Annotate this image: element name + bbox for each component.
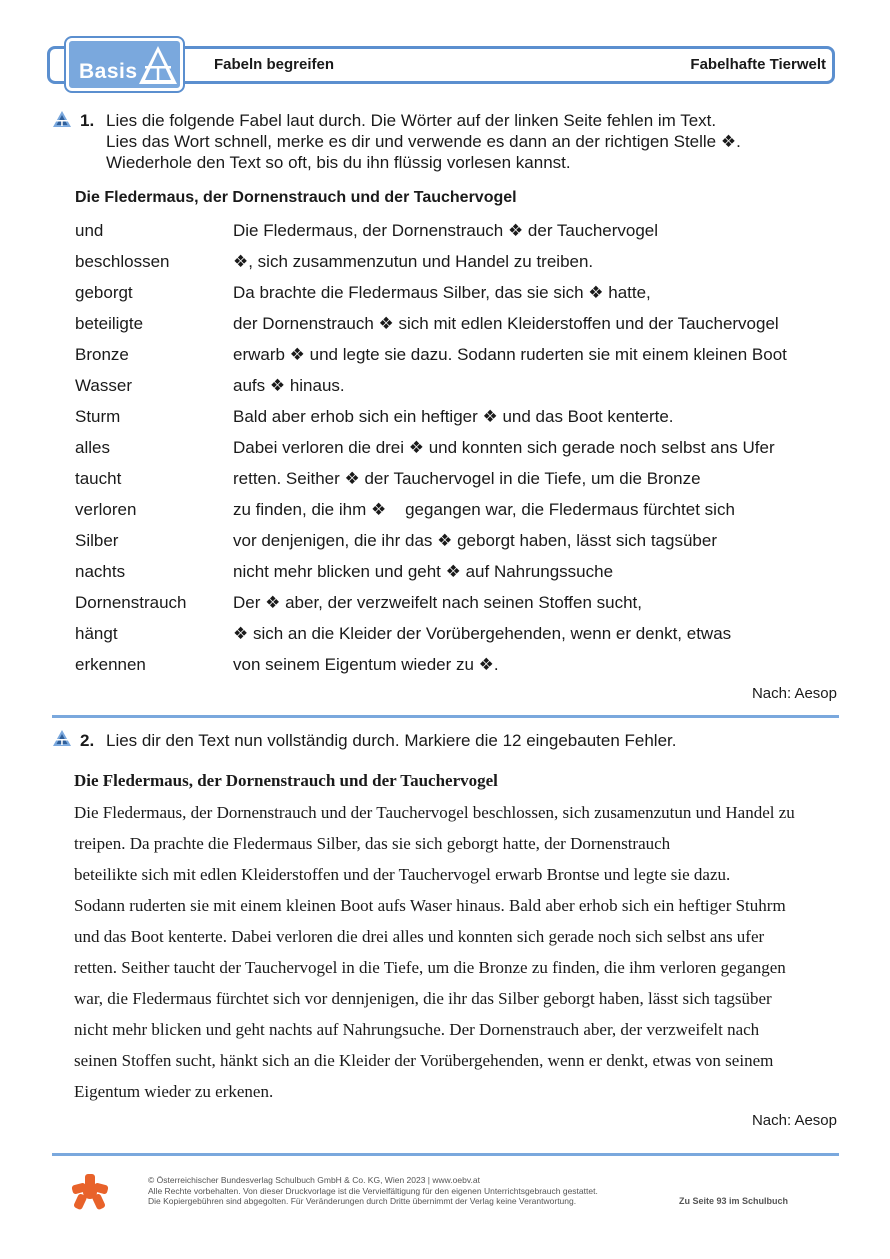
table-row (75, 561, 835, 592)
error-text-line: beteilikte sich mit edlen Kleiderstoffen und der Tauchervogel erwarb Brontse und legte sie dazu. (74, 865, 731, 884)
schoolbook-page-reference: Zu Seite 93 im Schulbuch (678, 1196, 788, 1206)
fable-line: Die Fledermaus, der Dornenstrauch ❖ der Tauchervogel (233, 221, 659, 240)
copyright-line: Alle Rechte vorbehalten. Von dieser Druckvorlage ist die Vervielfältigung für den eigenen Unterrichtsgebrauch gestattet. (148, 1185, 598, 1196)
fable-line: retten. Seither ❖ der Tauchervogel in die Tiefe, um die Bronze (233, 469, 701, 488)
table-row (75, 375, 835, 406)
triangle-level-icon (137, 44, 179, 86)
missing-word: verloren (75, 500, 137, 519)
error-text-line: war, die Fledermaus fürchtet sich vor dennjenigen, die ihr das Silber geborgt haben, lässt sich tagsüber (74, 989, 772, 1008)
error-text-line: Die Fledermaus, der Dornenstrauch und der Tauchervogel beschlossen, sich zusamenzutun und Handel zu (74, 803, 795, 822)
missing-word: geborgt (75, 283, 133, 302)
task-1-line: Lies die folgende Fabel laut durch. Die Wörter auf der linken Seite fehlen im Text. (106, 111, 717, 130)
basis-badge (66, 38, 183, 91)
missing-word: beteiligte (75, 314, 144, 333)
fable-line: erwarb ❖ und legte sie dazu. Sodann ruderten sie mit einem kleinen Boot (233, 345, 787, 364)
error-text-title: Die Fledermaus, der Dornenstrauch und der Tauchervogel (74, 771, 498, 790)
table-row (75, 592, 835, 623)
fable-line: ❖ sich an die Kleider der Vorübergehenden, wenn er denkt, etwas (233, 624, 732, 643)
error-text-line: Sodann ruderten sie mit einem kleinen Boot aufs Waser hinaus. Bald aber erhob sich ein heftiger Stuhrm (74, 896, 786, 915)
fable-line: Der ❖ aber, der verzweifelt nach seinen Stoffen sucht, (233, 593, 642, 612)
fable-line: der Dornenstrauch ❖ sich mit edlen Kleiderstoffen und der Tauchervogel (233, 314, 779, 333)
error-text-line: treipen. Da prachte die Fledermaus Silber, das sie sich geborgt hatte, der Dornenstrauch (74, 834, 671, 853)
fable-line: vor denjenigen, die ihr das ❖ geborgt haben, lässt sich tagsüber (233, 531, 717, 550)
task-1-line: Lies das Wort schnell, merke es dir und verwende es dann an der richtigen Stelle ❖. (106, 132, 741, 151)
missing-word: Silber (75, 531, 119, 550)
fable-line: ❖, sich zusammenzutun und Handel zu treiben. (233, 252, 594, 271)
copyright-line: © Österreichischer Bundesverlag Schulbuch GmbH & Co. KG, Wien 2023 | www.oebv.at (148, 1175, 480, 1185)
missing-word: hängt (75, 624, 118, 643)
fable-line: Da brachte die Fledermaus Silber, das sie sich ❖ hatte, (233, 283, 651, 302)
missing-word: Sturm (75, 407, 121, 426)
fable-line: Bald aber erhob sich ein heftiger ❖ und das Boot kenterte. (233, 407, 674, 426)
source-credit-2: Nach: Aesop (751, 1112, 837, 1129)
table-row (75, 623, 835, 654)
missing-word: und (75, 221, 104, 240)
section-divider (52, 715, 839, 718)
fable-line: aufs ❖ hinaus. (233, 376, 345, 395)
copyright-line: Die Kopiergebühren sind abgegolten. Für Veränderungen durch Dritte übernimmt der Verlag keine Verantwortung. (148, 1196, 577, 1206)
error-text (74, 801, 795, 1111)
missing-word: alles (75, 438, 110, 457)
error-text-line: Eigentum wieder zu erkenen. (74, 1082, 274, 1101)
level-triangle-icon (52, 729, 72, 747)
error-text-line: nicht mehr blicken und geht nachts auf Nahrungsuche. Der Dornenstrauch aber, der verzweifelt nach (74, 1020, 760, 1039)
table-row (75, 437, 835, 468)
table-row (75, 406, 835, 437)
table-row (75, 654, 835, 685)
table-row (75, 251, 835, 282)
table-row (75, 530, 835, 561)
table-row (75, 282, 835, 313)
header-right-title: Fabelhafte Tierwelt (690, 56, 826, 73)
header-left-title: Fabeln begreifen (214, 56, 335, 73)
task-1-instruction (106, 110, 741, 173)
table-row (75, 499, 835, 530)
fable-line: von seinem Eigentum wieder zu ❖. (233, 655, 499, 674)
missing-word: erkennen (75, 655, 146, 674)
fable-line: zu finden, die ihm ❖ gegangen war, die Fledermaus fürchtet sich (233, 500, 735, 519)
level-triangle-icon (52, 110, 72, 128)
table-row (75, 220, 835, 251)
word-table (75, 220, 835, 685)
missing-word: taucht (75, 469, 122, 488)
badge-label: Basis (79, 60, 138, 83)
task-1-line: Wiederhole den Text so oft, bis du ihn flüssig vorlesen kannst. (106, 153, 571, 172)
error-text-line: und das Boot kenterte. Dabei verloren die drei alles und konnten sich gerade noch sich selbst ans ufer (74, 927, 765, 946)
fable-title: Die Fledermaus, der Dornenstrauch und der Tauchervogel (75, 189, 517, 206)
task-2-number: 2. (80, 731, 95, 750)
task-1-number: 1. (80, 111, 95, 130)
publisher-logo-icon (70, 1172, 110, 1212)
fable-line: nicht mehr blicken und geht ❖ auf Nahrungssuche (233, 562, 614, 581)
table-row (75, 468, 835, 499)
task-2-instruction: Lies dir den Text nun vollständig durch. Markiere die 12 eingebauten Fehler. (106, 731, 677, 750)
error-text-line: retten. Seither taucht der Tauchervogel in die Tiefe, um die Bronze zu finden, die ihm verloren gegangen (74, 958, 786, 977)
error-text-line: seinen Stoffen sucht, hänkt sich an die Kleider der Vorübergehenden, wenn er denkt, etwas von seinem (74, 1051, 774, 1070)
missing-word: Wasser (75, 376, 132, 395)
copyright-notice (148, 1175, 598, 1207)
missing-word: Dornenstrauch (75, 593, 187, 612)
table-row (75, 313, 835, 344)
source-credit: Nach: Aesop (751, 685, 837, 702)
missing-word: nachts (75, 562, 126, 581)
missing-word: beschlossen (75, 252, 170, 271)
table-row (75, 344, 835, 375)
footer-divider (52, 1153, 839, 1156)
fable-line: Dabei verloren die drei ❖ und konnten sich gerade noch selbst ans Ufer (233, 438, 775, 457)
missing-word: Bronze (75, 345, 129, 364)
